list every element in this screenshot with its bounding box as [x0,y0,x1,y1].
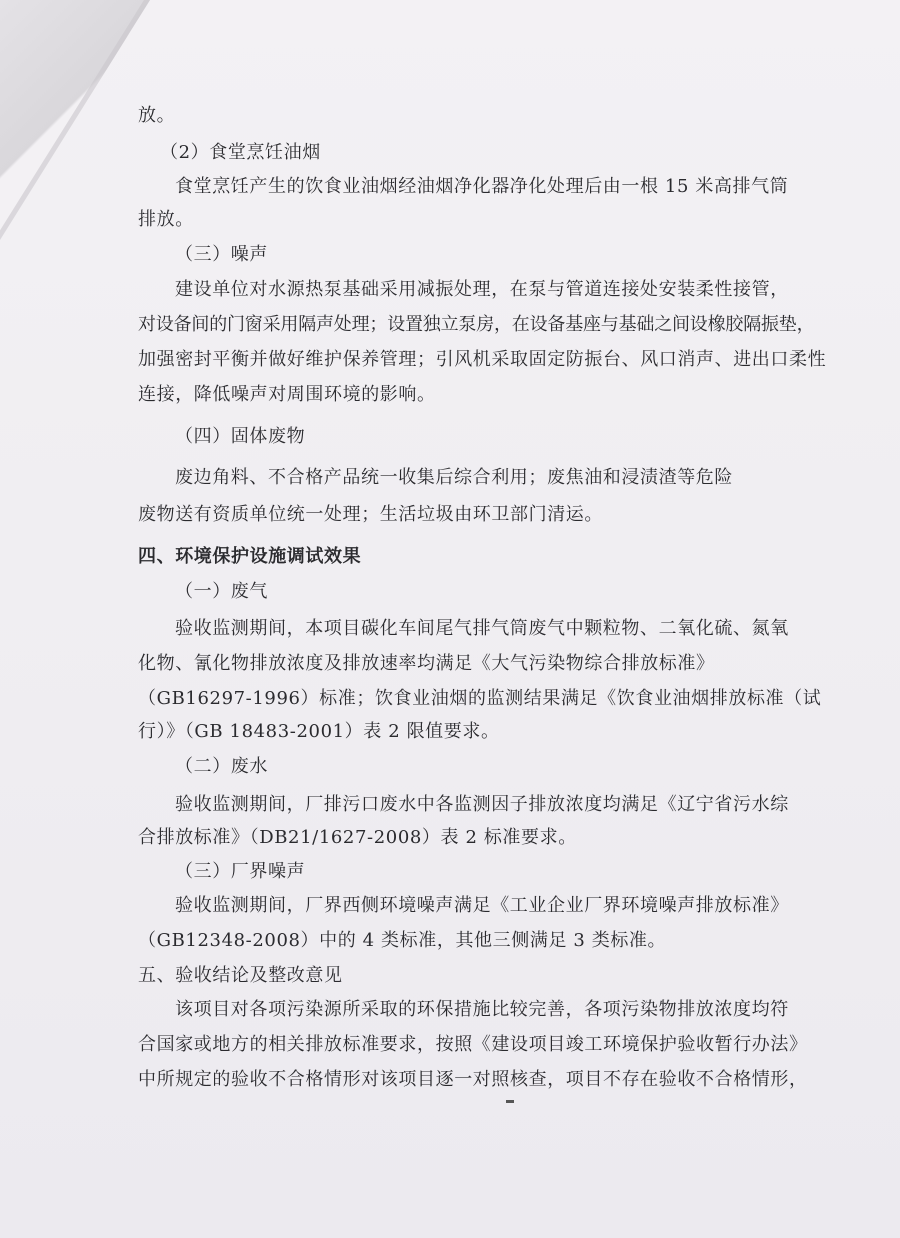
text-line-6: 建设单位对水源热泵基础采用减振处理，在泵与管道连接处安装柔性接管， [175,279,789,300]
subheading-canteen-fumes: （2）食堂烹饪油烟 [160,142,321,163]
text-line-16: 化物、氰化物排放浓度及排放速率均满足《大气污染物综合排放标准》 [138,653,715,674]
text-line-18: 行）》（GB 18483-2001）表 2 限值要求。 [138,721,500,742]
text-line-7: 对设备间的门窗采用隔声处理；设置独立泵房，在设备基座与基础之间设橡胶隔振垫， [138,314,815,335]
text-line-28: 中所规定的验收不合格情形对该项目逐一对照核查，项目不存在验收不合格情形， [138,1069,808,1090]
ink-mark [506,1100,514,1103]
text-line-23: 验收监测期间，厂界西侧环境噪声满足《工业企业厂界环境噪声排放标准》 [175,895,789,916]
subheading-waste-water: （二）废水 [175,756,268,777]
subheading-solid-waste: （四）固体废物 [175,426,306,447]
text-line-15: 验收监测期间，本项目碳化车间尾气排气筒废气中颗粒物、二氧化硫、氮氧 [175,618,789,639]
text-line-4: 排放。 [138,209,194,230]
subheading-waste-gas: （一）废气 [175,581,268,602]
text-line-21: 合排放标准》（DB21/1627-2008）表 2 标准要求。 [138,827,577,848]
section-heading-5: 五、验收结论及整改意见 [138,965,343,986]
subheading-noise: （三）噪声 [175,244,268,265]
text-line-8: 加强密封平衡并做好维护保养管理；引风机采取固定防振台、风口消声、进出口柔性 [138,349,827,370]
text-line-11: 废边角料、不合格产品统一收集后综合利用；废焦油和浸渍渣等危险 [175,467,733,488]
text-line-9: 连接，降低噪声对周围环境的影响。 [138,384,436,405]
text-line-12: 废物送有资质单位统一处理；生活垃圾由环卫部门清运。 [138,504,603,525]
text-line-3: 食堂烹饪产生的饮食业油烟经油烟净化器净化处理后由一根 15 米高排气筒 [175,176,789,197]
text-line-1: 放。 [138,105,176,126]
text-line-27: 合国家或地方的相关排放标准要求，按照《建设项目竣工环境保护验收暂行办法》 [138,1034,808,1055]
text-line-26: 该项目对各项污染源所采取的环保措施比较完善，各项污染物排放浓度均符 [175,999,789,1020]
text-line-20: 验收监测期间，厂排污口废水中各监测因子排放浓度均满足《辽宁省污水综 [175,794,789,815]
section-heading-4: 四、环境保护设施调试效果 [138,546,362,567]
subheading-boundary-noise: （三）厂界噪声 [175,861,306,882]
text-line-17: （GB16297-1996）标准；饮食业油烟的监测结果满足《饮食业油烟排放标准（试 [138,688,822,709]
text-line-24: （GB12348-2008）中的 4 类标准，其他三侧满足 3 类标准。 [138,930,667,951]
